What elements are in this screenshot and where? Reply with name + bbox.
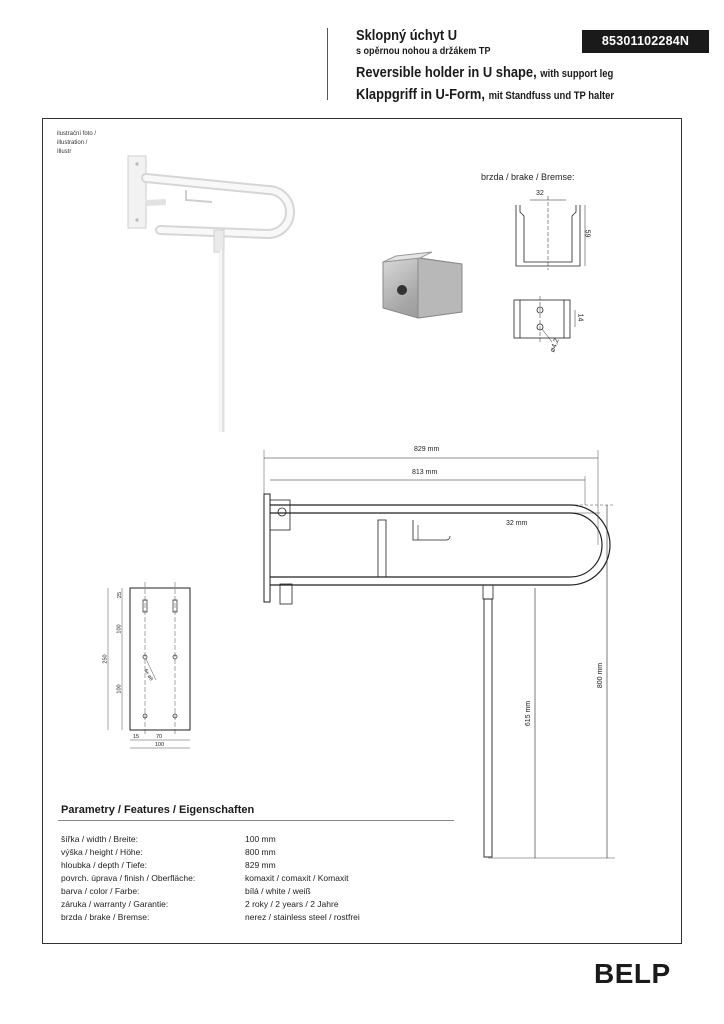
- param-label: povrch. úprava / finish / Oberfläche:: [61, 873, 196, 883]
- param-value: 800 mm: [245, 847, 276, 857]
- subtitle-cz: s opěrnou nohou a držákem TP: [356, 45, 491, 57]
- brake-caption: brzda / brake / Bremse:: [481, 172, 575, 182]
- plate-drawing: [108, 582, 190, 748]
- plate-dim-left: 100: [116, 624, 123, 634]
- title-en-suffix: with support leg: [540, 68, 614, 80]
- wall-plate: [128, 156, 146, 228]
- dim-leg: 615 mm: [525, 700, 533, 727]
- param-label: brzda / brake / Bremse:: [61, 912, 150, 922]
- brake-drawing-front: [516, 196, 585, 270]
- plate-dim-left: 25: [117, 591, 124, 599]
- product-photo: [128, 156, 290, 432]
- brake-dim-hole: ø4,2: [549, 337, 561, 354]
- param-value: 2 roky / 2 years / 2 Jahre: [245, 899, 339, 909]
- brake-dim-hole-spacing: 14: [576, 313, 584, 322]
- param-label: záruka / warranty / Garantie:: [61, 899, 169, 909]
- param-value: nerez / stainless steel / rostfrei: [245, 912, 360, 922]
- plate-hole-label: 6x ø8: [142, 668, 154, 682]
- plate-dim-left: 100: [116, 684, 123, 694]
- plate-dim-bottom: 100: [155, 742, 165, 748]
- param-label: barva / color / Farbe:: [61, 886, 140, 896]
- plate-dim-bottom: 70: [156, 734, 163, 740]
- parameters-divider: [58, 820, 454, 821]
- brand-logo: BELP: [594, 958, 671, 989]
- param-value: 829 mm: [245, 860, 276, 870]
- title-cz: Sklopný úchyt U: [356, 27, 458, 44]
- dim-inner-depth: 813 mm: [412, 469, 438, 476]
- dim-height: 800 mm: [597, 662, 605, 689]
- param-label: šířka / width / Breite:: [61, 834, 138, 844]
- title-en-main: Reversible holder in U shape,: [356, 64, 537, 81]
- dim-total-depth: 829 mm: [414, 446, 440, 453]
- illustration-caption-line: illustration /: [57, 140, 88, 146]
- title-de-main: Klappgriff in U-Form,: [356, 86, 485, 103]
- title-de-suffix: mit Standfuss und TP halter: [488, 90, 615, 102]
- brake-photo: [383, 252, 462, 318]
- param-value: 100 mm: [245, 834, 276, 844]
- brake-drawing-side: [514, 296, 575, 342]
- product-code-badge: 85301102284N: [582, 30, 709, 53]
- param-label: hloubka / depth / Tiefe:: [61, 860, 148, 870]
- dim-tube: 32 mm: [506, 520, 528, 527]
- brake-dim-width: 32: [536, 190, 544, 197]
- illustration-caption-line: ilustrační foto /: [57, 131, 97, 137]
- param-label: výška / height / Höhe:: [61, 847, 143, 857]
- illustration-caption-line: Illustr: [57, 149, 72, 155]
- photo-paper-holder: [186, 190, 212, 202]
- holder-side-drawing: [264, 450, 615, 858]
- brake-dim-height: 59: [583, 229, 591, 238]
- plate-dim-left: 250: [102, 654, 109, 664]
- param-value: bílá / white / weiß: [245, 886, 311, 896]
- plate-dim-bottom: 15: [133, 734, 140, 740]
- parameters-title: Parametry / Features / Eigenschaften: [61, 804, 255, 816]
- param-value: komaxit / comaxit / Komaxit: [245, 873, 349, 883]
